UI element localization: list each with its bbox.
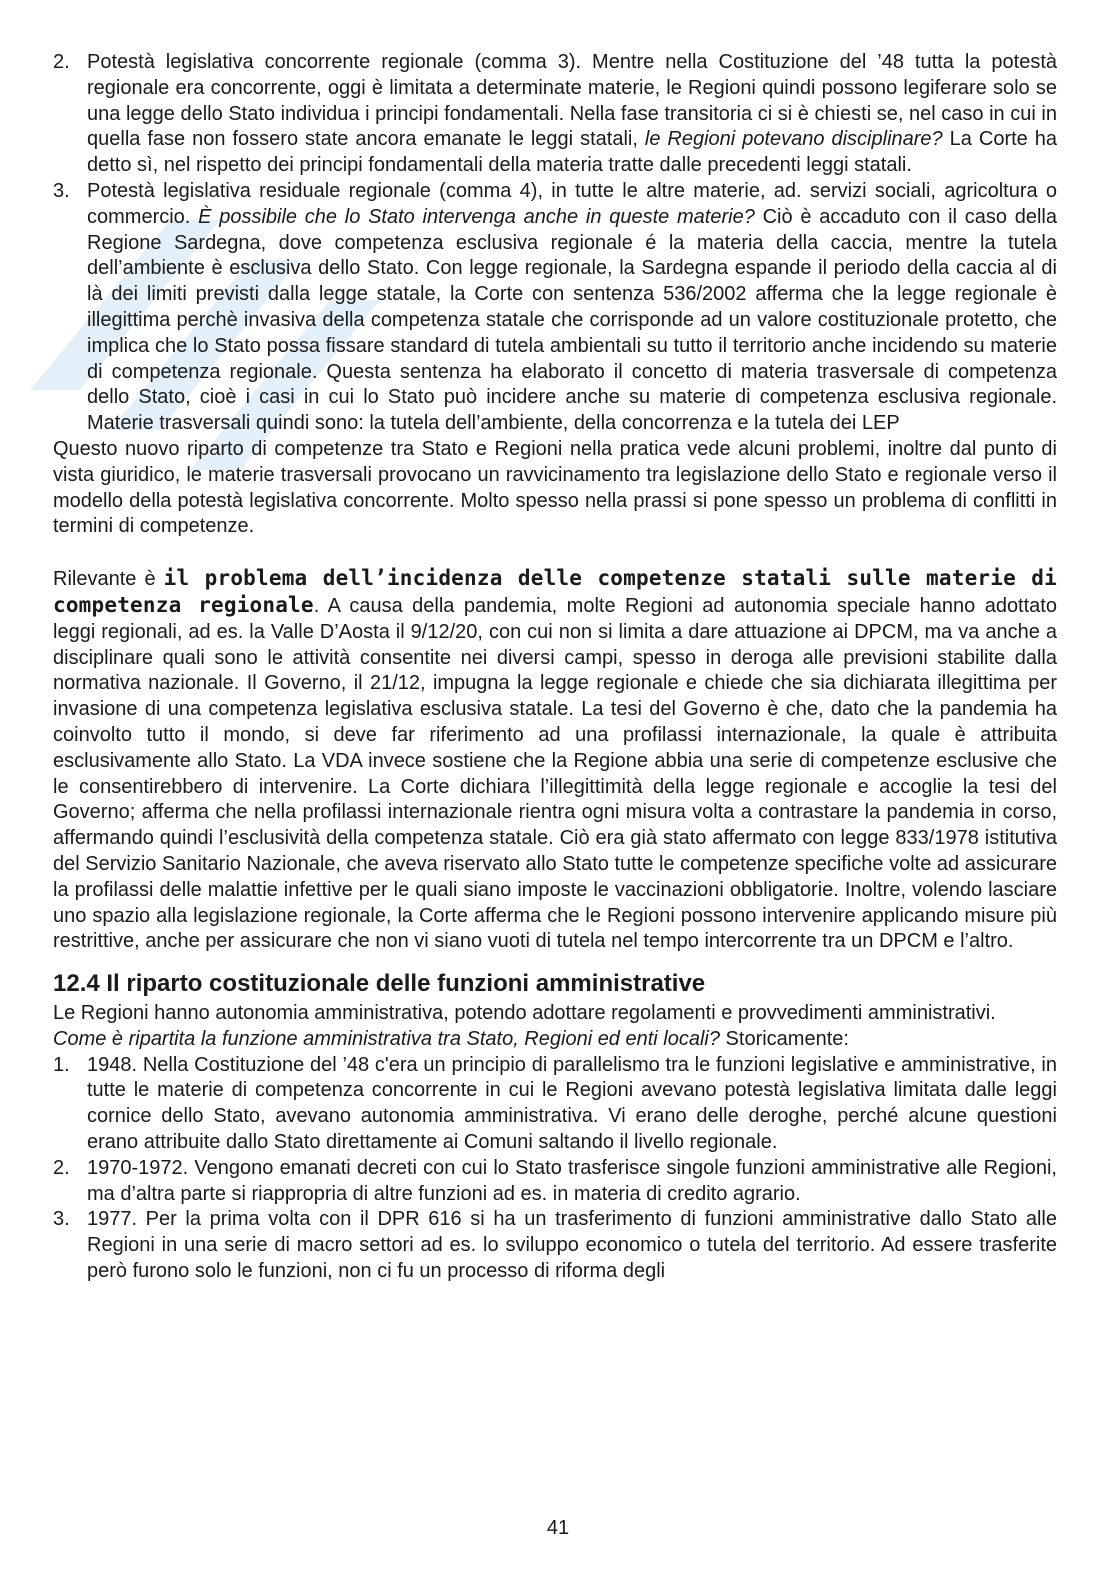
list-number: 3. xyxy=(53,1208,70,1231)
list-item xyxy=(53,1053,1057,1156)
competence-list xyxy=(53,50,1057,437)
paragraph-bold-term: il problema dell’incidenza delle competenze statali sulle materie di competenza regionale xyxy=(53,566,1057,617)
list-item xyxy=(53,1207,1057,1284)
list-item-text: 1948. Nella Costituzione del ’48 c'era un principio di parallelismo tra le funzioni legislative e amministrative, in tutte le materie di competenza concorrente in cui le Regioni avevano potestà legislativa limitata dalle leggi cornice dello Stato, avevano autonomia amministrativa. Vi erano delle deroghe, perché alcune questioni erano attribuite dallo Stato direttamente ai Comuni saltando il livello regionale. xyxy=(87,1053,1057,1154)
question-rest: Storicamente: xyxy=(720,1027,849,1050)
paragraph-lead: Rilevante è xyxy=(53,568,164,591)
history-list xyxy=(53,1053,1057,1285)
list-item-italic: È possibile che lo Stato intervenga anche in queste materie? xyxy=(198,205,755,228)
list-item xyxy=(53,50,1057,179)
question-italic: Come è ripartita la funzione amministrativa tra Stato, Regioni ed enti locali? xyxy=(53,1027,720,1050)
list-number: 1. xyxy=(53,1053,70,1076)
list-item xyxy=(53,1156,1057,1208)
list-item-text-continued: Ciò è accaduto con il caso della Regione Sardegna, dove competenza esclusiva regionale é la materia della caccia, mentre la tutela dell’ambiente è esclusiva dello Stato. Con legge regionale, la Sardegna espande il periodo della caccia al di là dei limiti previsti dalla legge statale, la Corte con sentenza 536/2002 afferma che la legge regionale è illegittima perchè invasiva della competenza statale che corrisponde ad un valore costituzionale protetto, che implica che lo Stato possa fissare standard di tutela ambientali su tutto il territorio anche incidendo su materie di competenza regionale. Questa sentenza ha elaborato il concetto di materia trasversale di competenza dello Stato, cioè i casi in cui lo Stato può incidere anche su materie di competenza esclusiva regionale. Materie trasversali quindi sono: la tutela dell’ambiente, della concorrenza e la tutela dei LEP xyxy=(87,205,1057,435)
paragraph-rest: . A causa della pandemia, molte Regioni ad autonomia speciale hanno adottato leggi regionali, ad es. la Valle D’Aosta il 9/12/20, con cui non si limita a dare attuazione ai DPCM, ma va anche a disciplinare quali sono le attività consentite nei diversi campi, spesso in deroga alle previsioni stabilite dalla normativa nazionale. Il Governo, il 21/12, impugna la legge regionale e chiede che sia dichiarata illegittima per invasione di una competenza legislativa esclusiva statale. La tesi del Governo è che, dato che la pandemia ha coinvolto tutto il mondo, si deve far riferimento ad una profilassi internazionale, la quale è attribuita esclusivamente allo Stato. La VDA invece sostiene che la Regione abbia una serie di competenze esclusive che le consentirebbero di intervenire. La Corte dichiara l’illegittimità della legge regionale e accoglie la tesi del Governo; afferma che nella profilassi internazionale rientra ogni misura volta a contrastare la pandemia in corso, affermando quindi l’esclusività della competenza statale. Ciò era già stato affermato con legge 833/1978 istitutiva del Servizio Sanitario Nazionale, che aveva riservato allo Stato tutte le competenze specifiche volte ad assicurare la profilassi delle malattie infettive per le quali siano imposte le vaccinazioni obbligatorie. Inoltre, volendo lasciare uno spazio alla legislazione regionale, la Corte afferma che le Regioni possono intervenire applicando misure più restrittive, anche per assicurare che non vi siano vuoti di tutela nel tempo intercorrente tra un DPCM e l’altro. xyxy=(53,594,1057,953)
list-item-text: Potestà legislativa concorrente regionale (comma 3). Mentre nella Costituzione del ’48 tutta la potestà regionale era concorrente, oggi è limitata a determinate materie, le Regioni quindi possono legiferare solo se una legge dello Stato individua i principi fondamentali. Nella fase transitoria ci si è chiesti se, nel caso in cui in quella fase non fossero state ancora emanate le leggi statali, xyxy=(87,51,1057,151)
list-item-text: 1970-1972. Vengono emanati decreti con cui lo Stato trasferisce singole funzioni amministrative alle Regioni, ma d’altra parte si riappropria di altre funzioni ad es. in materia di credito agrario. xyxy=(87,1156,1057,1205)
list-item-text: 1977. Per la prima volta con il DPR 616 si ha un trasferimento di funzioni amministrative dallo Stato alle Regioni in una serie di macro settori ad es. lo sviluppo economico o tutela del territorio. Ad essere trasferite però furono solo le funzioni, non ci fu un processo di riforma degli xyxy=(87,1208,1057,1283)
section-heading: 12.4 Il riparto costituzionale delle funzioni amministrative xyxy=(53,970,706,998)
list-item-text-continued: La Corte ha detto sì, nel rispetto dei principi fondamentali della materia tratte dalle precedenti leggi statali. xyxy=(87,128,1057,177)
list-item-text: Potestà legislativa residuale regionale (comma 4), in tutte le altre materie, ad. servizi sociali, agricoltura o commercio. xyxy=(87,179,1057,228)
list-number: 2. xyxy=(53,1156,70,1179)
list-number: 2. xyxy=(53,51,70,73)
list-item xyxy=(53,179,1057,437)
paragraph-incidenza xyxy=(53,566,1057,955)
paragraph-autonomia: Le Regioni hanno autonomia amministrativa, potendo adottare regolamenti e provvedimenti amministrativi. xyxy=(53,1002,996,1025)
list-number: 3. xyxy=(53,179,70,202)
list-item-italic: le Regioni potevano disciplinare? xyxy=(644,128,943,151)
paragraph-riparto: Questo nuovo riparto di competenze tra Stato e Regioni nella pratica vede alcuni problemi, inoltre dal punto di vista giuridico, le materie trasversali provocano un ravvicinamento tra legislazione dello Stato e regionale verso il modello della potestà legislativa concorrente. Molto spesso nella prassi si pone spesso un problema di conflitti in termini di competenze. xyxy=(53,437,1057,538)
page-number: 41 xyxy=(546,1517,570,1539)
question-line xyxy=(53,1027,1057,1053)
document-body xyxy=(53,50,1057,1285)
paragraph-gap xyxy=(53,540,1057,566)
